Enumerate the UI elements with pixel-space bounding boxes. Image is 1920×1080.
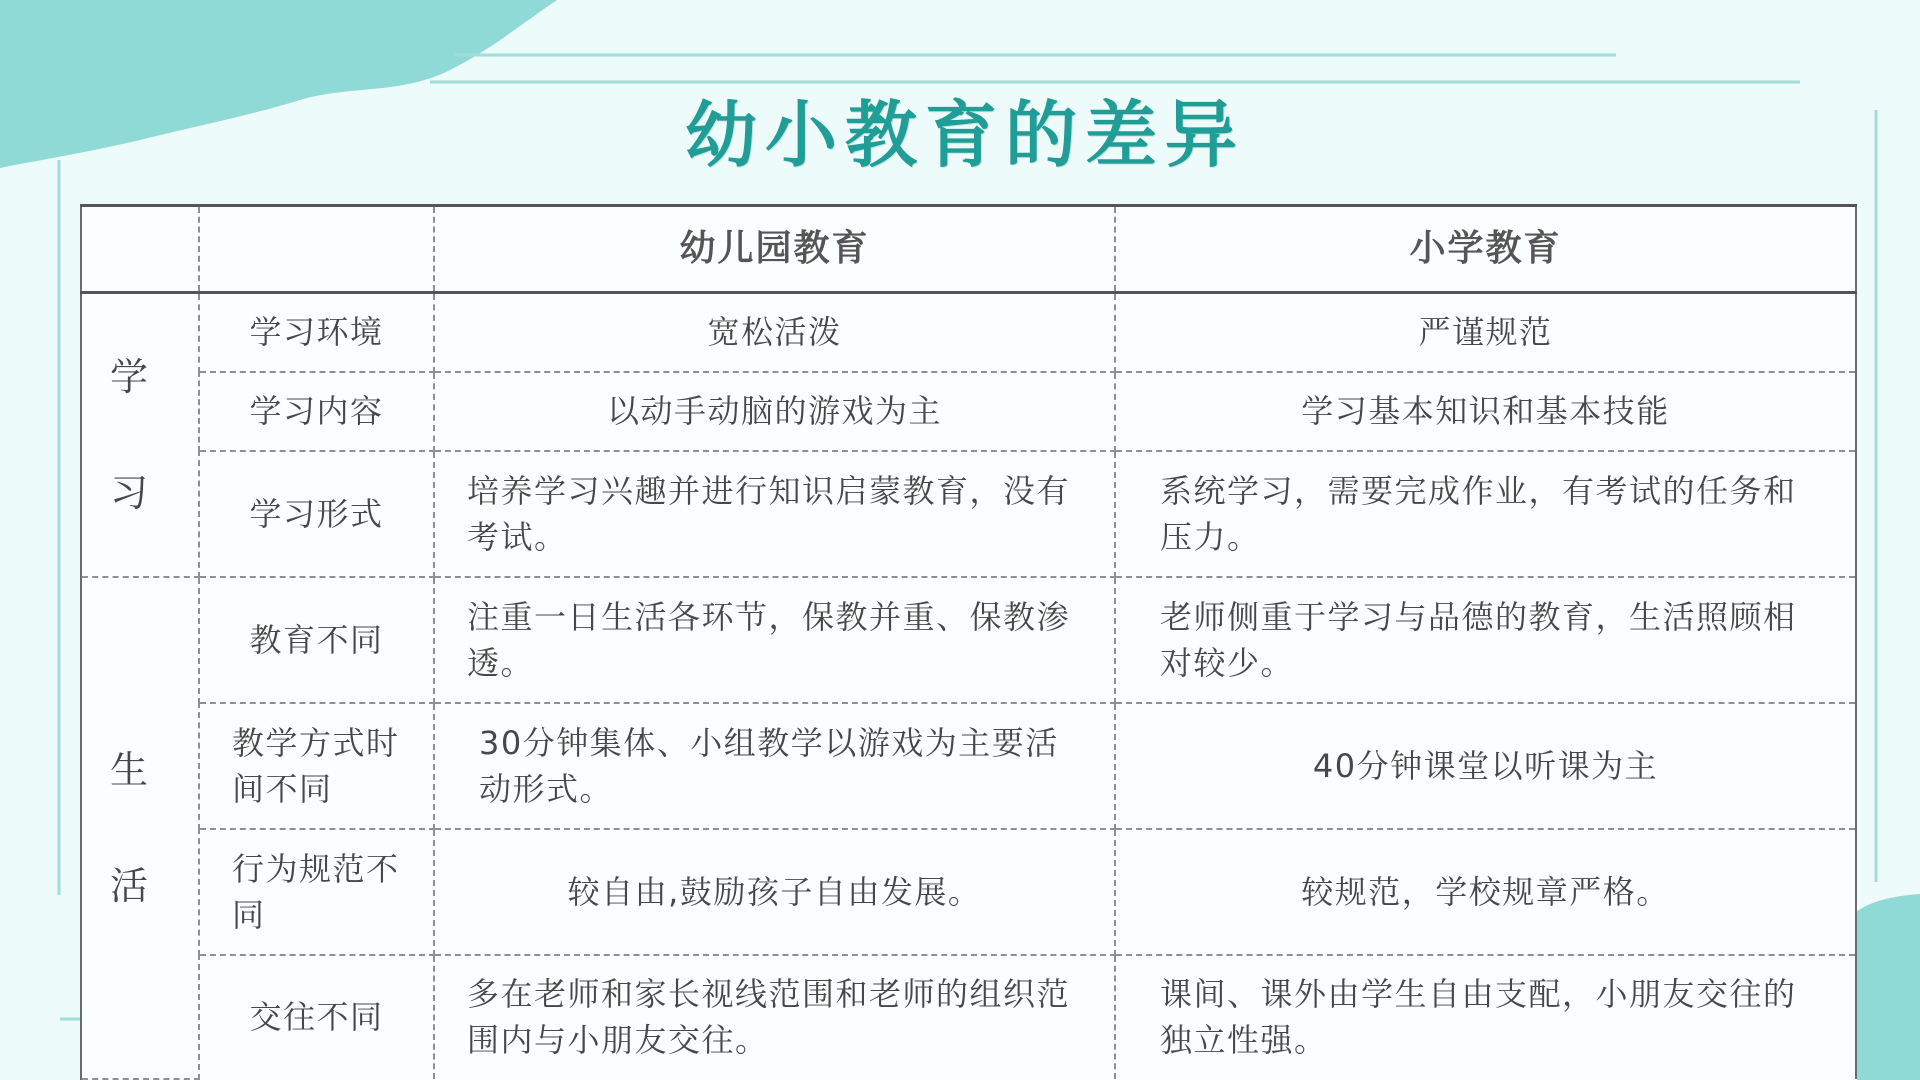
kindergarten-cell <box>434 955 1115 1079</box>
primary-text: 系统学习，需要完成作业，有考试的任务和 <box>1160 471 1797 510</box>
kindergarten-cell <box>434 451 1115 577</box>
primary-text: 老师侧重于学习与品德的教育，生活照顾相 <box>1160 597 1797 636</box>
kindergarten-text: 较自由,鼓励孩子自由发展。 <box>567 872 982 911</box>
category-cell-life <box>81 577 199 1079</box>
kindergarten-text: 围内与小朋友交往。 <box>467 1021 769 1059</box>
primary-text: 严谨规范 <box>1418 313 1553 352</box>
aspect-label: 交往不同 <box>249 998 384 1036</box>
page-title: 幼小教育的差异 <box>684 92 1245 177</box>
aspect-label: 教育不同 <box>249 620 384 659</box>
aspect-cell <box>199 829 434 955</box>
table-row <box>81 703 1856 829</box>
kindergarten-text: 以动手动脑的游戏为主 <box>606 392 942 430</box>
kindergarten-text: 考试。 <box>467 517 568 556</box>
primary-cell <box>1115 577 1856 703</box>
header-cell-primary: 小学教育 <box>1115 206 1856 293</box>
table-row <box>81 829 1856 955</box>
primary-text: 较规范，学校规章严格。 <box>1301 872 1670 911</box>
bottom-right-wave-shape <box>1852 894 1920 1080</box>
kindergarten-cell <box>434 703 1115 829</box>
kindergarten-text: 透。 <box>467 643 535 682</box>
aspect-label: 行为规范不 <box>232 849 400 888</box>
category-cell-study <box>81 293 199 577</box>
header-cell-empty-category <box>81 206 199 293</box>
kindergarten-text: 培养学习兴趣并进行知识启蒙教育，没有 <box>467 471 1071 510</box>
table-row <box>81 293 1856 372</box>
primary-cell <box>1115 955 1856 1079</box>
kindergarten-text: 多在老师和家长视线范围和老师的组织范 <box>467 975 1071 1013</box>
aspect-cell <box>199 577 434 703</box>
aspect-label: 学习环境 <box>249 313 384 352</box>
aspect-cell <box>199 703 434 829</box>
aspect-label: 教学方式时 <box>232 723 400 762</box>
header-cell-kindergarten: 幼儿园教育 <box>434 206 1115 293</box>
primary-text: 对较少。 <box>1160 643 1295 682</box>
kindergarten-text: 注重一日生活各环节，保教并重、保教渗 <box>467 597 1071 636</box>
category-label: 学习 <box>110 354 149 515</box>
primary-text: 独立性强。 <box>1160 1021 1328 1059</box>
primary-cell <box>1115 372 1856 451</box>
primary-text: 学习基本知识和基本技能 <box>1301 392 1670 430</box>
category-label: 生活 <box>110 747 149 908</box>
kindergarten-cell <box>434 372 1115 451</box>
table-row <box>81 955 1856 1079</box>
aspect-label: 同 <box>232 895 266 934</box>
kindergarten-cell <box>434 829 1115 955</box>
aspect-cell <box>199 372 434 451</box>
header-cell-empty-aspect <box>199 206 434 293</box>
primary-cell <box>1115 829 1856 955</box>
primary-cell <box>1115 293 1856 372</box>
primary-text: 课间、课外由学生自由支配，小朋友交往的 <box>1160 975 1797 1013</box>
kindergarten-cell <box>434 293 1115 372</box>
table-row <box>81 451 1856 577</box>
kindergarten-text: 动形式。 <box>479 769 614 808</box>
primary-cell <box>1115 451 1856 577</box>
table-row <box>81 577 1856 703</box>
aspect-cell <box>199 293 434 372</box>
primary-text: 压力。 <box>1160 517 1261 556</box>
primary-cell <box>1115 703 1856 829</box>
aspect-cell <box>199 451 434 577</box>
aspect-label: 学习形式 <box>249 494 384 533</box>
aspect-label: 间不同 <box>232 769 333 808</box>
kindergarten-cell <box>434 577 1115 703</box>
primary-text: 40分钟课堂以听课为主 <box>1312 746 1659 785</box>
table-header <box>81 206 1856 293</box>
kindergarten-text: 宽松活泼 <box>707 313 842 352</box>
comparison-table <box>80 204 1857 1080</box>
table-row <box>81 372 1856 451</box>
aspect-cell <box>199 955 434 1079</box>
header-row <box>81 206 1856 293</box>
aspect-label: 学习内容 <box>249 392 384 430</box>
table-body <box>81 293 1856 1079</box>
kindergarten-text: 30分钟集体、小组教学以游戏为主要活 <box>479 723 1059 762</box>
